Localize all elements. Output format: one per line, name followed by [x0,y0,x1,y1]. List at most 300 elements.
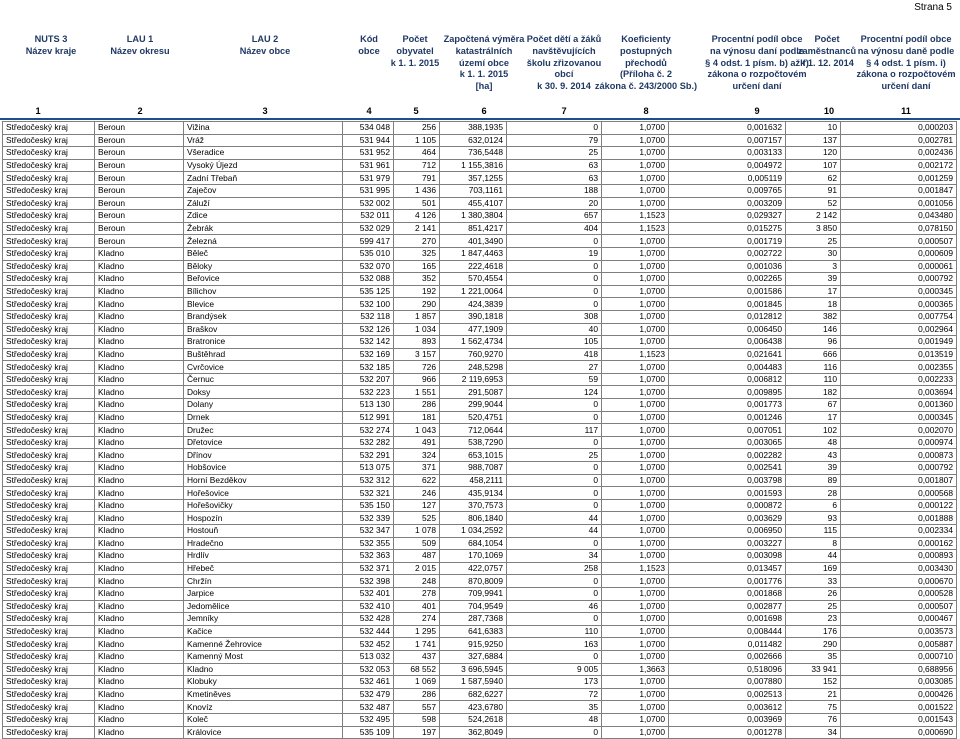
cell-obyvatel: 1 078 [394,525,440,538]
cell-kraj: Středočeský kraj [3,147,95,160]
cell-kod: 531 995 [343,184,394,197]
cell-obec: Dřetovice [184,436,343,449]
cell-koeficient: 1,0700 [602,474,669,487]
cell-zamestnanci: 39 [786,462,841,475]
cell-koeficient: 1,0700 [602,726,669,739]
cell-koeficient: 1,0700 [602,147,669,160]
cell-deti: 188 [507,184,602,197]
cell-podil-dane: 0,000528 [841,587,957,600]
cell-kraj: Středočeský kraj [3,663,95,676]
cell-podil-dani: 0,004972 [669,159,786,172]
cell-obec: Bratronice [184,336,343,349]
cell-podil-dani: 0,005119 [669,172,786,185]
cell-podil-dane: 0,000710 [841,650,957,663]
table-row [3,184,957,197]
cell-deti: 0 [507,487,602,500]
cell-vymera: 477,1909 [440,323,507,336]
cell-obec: Braškov [184,323,343,336]
cell-obec: Knovíz [184,701,343,714]
cell-podil-dani: 0,021641 [669,348,786,361]
cell-vymera: 248,5298 [440,361,507,374]
cell-kraj: Středočeský kraj [3,298,95,311]
cell-koeficient: 1,0700 [602,361,669,374]
cell-deti: 79 [507,134,602,147]
cell-podil-dane: 0,000122 [841,499,957,512]
cell-podil-dani: 0,006438 [669,336,786,349]
cell-kraj: Středočeský kraj [3,336,95,349]
cell-zamestnanci: 290 [786,638,841,651]
table-row [3,172,957,185]
cell-okres: Beroun [95,122,184,135]
cell-obyvatel: 1 034 [394,323,440,336]
cell-podil-dane: 0,688956 [841,663,957,676]
cell-obec: Hrdlív [184,550,343,563]
cell-podil-dane: 0,002334 [841,525,957,538]
cell-kraj: Středočeský kraj [3,210,95,223]
cell-zamestnanci: 28 [786,487,841,500]
header-procentni-podil-dani: Procentní podíl obce na výnosu daní podle § 4 odst. 1 písm. b) až f) zákona o rozpočtovém určení daní [705,34,809,92]
cell-kraj: Středočeský kraj [3,587,95,600]
cell-kod: 532 142 [343,336,394,349]
cell-deti: 40 [507,323,602,336]
table-row [3,373,957,386]
cell-kod: 513 032 [343,650,394,663]
cell-vymera: 1 155,3816 [440,159,507,172]
cell-kraj: Středočeský kraj [3,676,95,689]
cell-kod: 532 282 [343,436,394,449]
cell-podil-dane: 0,001888 [841,512,957,525]
cell-vymera: 682,6227 [440,688,507,701]
cell-kod: 535 125 [343,285,394,298]
cell-vymera: 524,2618 [440,713,507,726]
col-number: 4 [366,106,372,116]
cell-podil-dani: 0,001698 [669,613,786,626]
cell-obec: Buštěhrad [184,348,343,361]
cell-obyvatel: 1 295 [394,625,440,638]
cell-obyvatel: 1 436 [394,184,440,197]
header-lau2: LAU 2 Název obce [239,34,291,56]
cell-kraj: Středočeský kraj [3,537,95,550]
cell-kraj: Středočeský kraj [3,361,95,374]
cell-kraj: Středočeský kraj [3,247,95,260]
cell-podil-dani: 0,001632 [669,122,786,135]
cell-okres: Kladno [95,650,184,663]
cell-podil-dani: 0,003798 [669,474,786,487]
cell-obec: Drnek [184,411,343,424]
table-row [3,462,957,475]
cell-kod: 532 452 [343,638,394,651]
cell-deti: 0 [507,474,602,487]
cell-vymera: 709,9941 [440,587,507,600]
cell-obec: Kmetiněves [184,688,343,701]
cell-kraj: Středočeský kraj [3,159,95,172]
cell-kod: 531 952 [343,147,394,160]
cell-kraj: Středočeský kraj [3,613,95,626]
cell-okres: Kladno [95,525,184,538]
cell-koeficient: 1,0700 [602,638,669,651]
cell-koeficient: 1,0700 [602,499,669,512]
cell-koeficient: 1,0700 [602,172,669,185]
cell-zamestnanci: 21 [786,688,841,701]
cell-deti: 20 [507,197,602,210]
cell-podil-dane: 0,001949 [841,336,957,349]
cell-kod: 513 130 [343,399,394,412]
cell-vymera: 1 034,2592 [440,525,507,538]
cell-podil-dane: 0,003085 [841,676,957,689]
cell-zamestnanci: 91 [786,184,841,197]
cell-okres: Kladno [95,260,184,273]
cell-okres: Kladno [95,449,184,462]
table-row [3,122,957,135]
cell-podil-dane: 0,000426 [841,688,957,701]
cell-obec: Dřínov [184,449,343,462]
cell-deti: 9 005 [507,663,602,676]
cell-obyvatel: 325 [394,247,440,260]
cell-zamestnanci: 35 [786,650,841,663]
column-numbers [0,106,960,118]
cell-koeficient: 1,0700 [602,688,669,701]
cell-kod: 532 207 [343,373,394,386]
cell-podil-dani: 0,007880 [669,676,786,689]
cell-koeficient: 1,0700 [602,575,669,588]
cell-obyvatel: 270 [394,235,440,248]
cell-zamestnanci: 18 [786,298,841,311]
cell-obec: Hradečno [184,537,343,550]
cell-zamestnanci: 43 [786,449,841,462]
cell-deti: 657 [507,210,602,223]
cell-kraj: Středočeský kraj [3,512,95,525]
cell-okres: Kladno [95,562,184,575]
cell-okres: Beroun [95,147,184,160]
cell-podil-dane: 0,000792 [841,462,957,475]
cell-kraj: Středočeský kraj [3,575,95,588]
cell-obyvatel: 1 741 [394,638,440,651]
cell-obyvatel: 248 [394,575,440,588]
cell-podil-dani: 0,007157 [669,134,786,147]
cell-podil-dani: 0,006950 [669,525,786,538]
cell-zamestnanci: 75 [786,701,841,714]
cell-zamestnanci: 26 [786,587,841,600]
cell-podil-dane: 0,000345 [841,285,957,298]
cell-vymera: 2 119,6953 [440,373,507,386]
cell-obec: Jedomělice [184,600,343,613]
cell-vymera: 370,7573 [440,499,507,512]
cell-obec: Jemníky [184,613,343,626]
table-row [3,147,957,160]
cell-podil-dani: 0,002722 [669,247,786,260]
table-row [3,726,957,739]
cell-vymera: 1 562,4734 [440,336,507,349]
cell-kraj: Středočeský kraj [3,235,95,248]
cell-podil-dane: 0,078150 [841,222,957,235]
cell-zamestnanci: 6 [786,499,841,512]
cell-obyvatel: 3 157 [394,348,440,361]
cell-koeficient: 1,0700 [602,247,669,260]
cell-koeficient: 1,0700 [602,122,669,135]
cell-obyvatel: 437 [394,650,440,663]
cell-podil-dani: 0,001845 [669,298,786,311]
cell-obyvatel: 2 141 [394,222,440,235]
cell-podil-dane: 0,000670 [841,575,957,588]
cell-deti: 63 [507,172,602,185]
cell-kraj: Středočeský kraj [3,625,95,638]
cell-podil-dane: 0,000974 [841,436,957,449]
cell-koeficient: 1,0700 [602,159,669,172]
cell-obyvatel: 165 [394,260,440,273]
cell-kod: 532 321 [343,487,394,500]
table-row [3,424,957,437]
cell-obec: Žebrák [184,222,343,235]
cell-podil-dani: 0,029327 [669,210,786,223]
cell-podil-dane: 0,001056 [841,197,957,210]
cell-podil-dane: 0,000873 [841,449,957,462]
cell-kraj: Středočeský kraj [3,172,95,185]
cell-okres: Kladno [95,462,184,475]
cell-podil-dani: 0,518096 [669,663,786,676]
table-row [3,323,957,336]
cell-podil-dane: 0,000365 [841,298,957,311]
cell-kraj: Středočeský kraj [3,411,95,424]
cell-kod: 532 100 [343,298,394,311]
cell-vymera: 870,8009 [440,575,507,588]
table-row [3,562,957,575]
cell-podil-dani: 0,008444 [669,625,786,638]
cell-kraj: Středočeský kraj [3,348,95,361]
cell-kod: 532 088 [343,273,394,286]
cell-obyvatel: 286 [394,399,440,412]
cell-deti: 44 [507,525,602,538]
cell-obec: Kladno [184,663,343,676]
cell-obec: Kamenné Žehrovice [184,638,343,651]
table-row [3,159,957,172]
cell-okres: Kladno [95,386,184,399]
cell-obyvatel: 1 857 [394,310,440,323]
table-row [3,285,957,298]
cell-okres: Kladno [95,663,184,676]
cell-obec: Zdice [184,210,343,223]
cell-kod: 532 169 [343,348,394,361]
cell-obec: Hřebeč [184,562,343,575]
cell-vymera: 401,3490 [440,235,507,248]
cell-okres: Kladno [95,336,184,349]
cell-vymera: 1 221,0064 [440,285,507,298]
cell-obyvatel: 324 [394,449,440,462]
cell-obec: Hořešovice [184,487,343,500]
header-pocet-zamestnancu: Počet zaměstnanců k 1. 12. 2014 [797,34,857,68]
table-row [3,298,957,311]
cell-podil-dane: 0,000690 [841,726,957,739]
cell-kod: 535 150 [343,499,394,512]
cell-kraj: Středočeský kraj [3,184,95,197]
cell-obec: Běleč [184,247,343,260]
cell-zamestnanci: 10 [786,122,841,135]
cell-vymera: 435,9134 [440,487,507,500]
cell-kod: 535 109 [343,726,394,739]
cell-vymera: 538,7290 [440,436,507,449]
table-row [3,260,957,273]
cell-deti: 105 [507,336,602,349]
cell-obyvatel: 2 015 [394,562,440,575]
cell-vymera: 736,5448 [440,147,507,160]
cell-kod: 532 029 [343,222,394,235]
table-row [3,638,957,651]
cell-zamestnanci: 25 [786,235,841,248]
cell-obyvatel: 791 [394,172,440,185]
cell-obec: Kamenný Most [184,650,343,663]
cell-obec: Železná [184,235,343,248]
cell-podil-dani: 0,002877 [669,600,786,613]
cell-zamestnanci: 76 [786,713,841,726]
cell-zamestnanci: 25 [786,600,841,613]
cell-vymera: 287,7368 [440,613,507,626]
cell-koeficient: 1,0700 [602,600,669,613]
cell-obec: Bílichov [184,285,343,298]
col-number: 11 [901,106,911,116]
cell-vymera: 458,2111 [440,474,507,487]
cell-okres: Beroun [95,172,184,185]
cell-vymera: 291,5087 [440,386,507,399]
cell-obyvatel: 464 [394,147,440,160]
cell-kod: 531 944 [343,134,394,147]
cell-kraj: Středočeský kraj [3,424,95,437]
cell-obec: Chržín [184,575,343,588]
cell-okres: Kladno [95,537,184,550]
cell-podil-dane: 0,002070 [841,424,957,437]
cell-zamestnanci: 33 941 [786,663,841,676]
header-lau1: LAU 1 Název okresu [110,34,170,56]
cell-vymera: 327,6884 [440,650,507,663]
cell-zamestnanci: 666 [786,348,841,361]
cell-deti: 0 [507,613,602,626]
cell-podil-dani: 0,003629 [669,512,786,525]
cell-zamestnanci: 115 [786,525,841,538]
cell-podil-dani: 0,013457 [669,562,786,575]
cell-obec: Blevice [184,298,343,311]
cell-deti: 0 [507,260,602,273]
cell-koeficient: 1,0700 [602,449,669,462]
cell-obyvatel: 501 [394,197,440,210]
cell-koeficient: 1,0700 [602,399,669,412]
cell-deti: 72 [507,688,602,701]
cell-okres: Kladno [95,638,184,651]
cell-kod: 532 495 [343,713,394,726]
cell-zamestnanci: 30 [786,247,841,260]
cell-obec: Všeradice [184,147,343,160]
cell-obyvatel: 509 [394,537,440,550]
cell-obyvatel: 256 [394,122,440,135]
table-row [3,600,957,613]
cell-vymera: 388,1935 [440,122,507,135]
cell-zamestnanci: 176 [786,625,841,638]
cell-obyvatel: 352 [394,273,440,286]
cell-kraj: Středočeský kraj [3,436,95,449]
cell-obec: Brandýsek [184,310,343,323]
cell-koeficient: 1,0700 [602,436,669,449]
cell-deti: 46 [507,600,602,613]
cell-podil-dani: 0,002265 [669,273,786,286]
cell-podil-dane: 0,001807 [841,474,957,487]
cell-deti: 110 [507,625,602,638]
cell-zamestnanci: 67 [786,399,841,412]
cell-podil-dani: 0,000872 [669,499,786,512]
cell-obec: Běloky [184,260,343,273]
table-row [3,525,957,538]
cell-obyvatel: 1 069 [394,676,440,689]
cell-vymera: 362,8049 [440,726,507,739]
cell-podil-dane: 0,001522 [841,701,957,714]
cell-obyvatel: 286 [394,688,440,701]
table-row [3,663,957,676]
cell-okres: Beroun [95,197,184,210]
cell-podil-dani: 0,001719 [669,235,786,248]
cell-zamestnanci: 382 [786,310,841,323]
cell-kod: 532 479 [343,688,394,701]
cell-zamestnanci: 34 [786,726,841,739]
cell-vymera: 170,1069 [440,550,507,563]
cell-zamestnanci: 62 [786,172,841,185]
cell-deti: 63 [507,159,602,172]
cell-obyvatel: 181 [394,411,440,424]
table-row [3,336,957,349]
cell-kraj: Středočeský kraj [3,487,95,500]
cell-obyvatel: 4 126 [394,210,440,223]
col-number: 7 [561,106,567,116]
cell-podil-dani: 0,002541 [669,462,786,475]
cell-koeficient: 1,0700 [602,386,669,399]
cell-kraj: Středočeský kraj [3,474,95,487]
cell-vymera: 806,1840 [440,512,507,525]
cell-podil-dani: 0,002282 [669,449,786,462]
cell-okres: Kladno [95,676,184,689]
cell-koeficient: 1,0700 [602,462,669,475]
cell-podil-dani: 0,002513 [669,688,786,701]
cell-podil-dani: 0,009765 [669,184,786,197]
cell-obec: Doksy [184,386,343,399]
cell-okres: Kladno [95,247,184,260]
cell-koeficient: 1,1523 [602,348,669,361]
cell-vymera: 851,4217 [440,222,507,235]
col-number: 3 [262,106,268,116]
cell-obec: Jarpice [184,587,343,600]
cell-obyvatel: 1 551 [394,386,440,399]
table-row [3,575,957,588]
table-row [3,474,957,487]
table-row [3,613,957,626]
cell-kraj: Středočeský kraj [3,134,95,147]
cell-kod: 532 444 [343,625,394,638]
table-row [3,386,957,399]
cell-kraj: Středočeský kraj [3,260,95,273]
cell-kod: 532 053 [343,663,394,676]
header-procentni-podil-dane: Procentní podíl obce na výnosu daně podle § 4 odst. 1 písm. i) zákona o rozpočtovém určení daní [856,34,956,92]
cell-zamestnanci: 146 [786,323,841,336]
cell-obec: Vižina [184,122,343,135]
cell-kod: 532 401 [343,587,394,600]
cell-deti: 35 [507,701,602,714]
cell-vymera: 520,4751 [440,411,507,424]
cell-okres: Kladno [95,701,184,714]
cell-podil-dani: 0,011482 [669,638,786,651]
cell-kod: 532 070 [343,260,394,273]
cell-okres: Beroun [95,184,184,197]
table-row [3,436,957,449]
cell-okres: Kladno [95,575,184,588]
cell-koeficient: 1,0700 [602,298,669,311]
cell-podil-dane: 0,000792 [841,273,957,286]
cell-kod: 532 371 [343,562,394,575]
cell-podil-dane: 0,000467 [841,613,957,626]
cell-podil-dane: 0,043480 [841,210,957,223]
